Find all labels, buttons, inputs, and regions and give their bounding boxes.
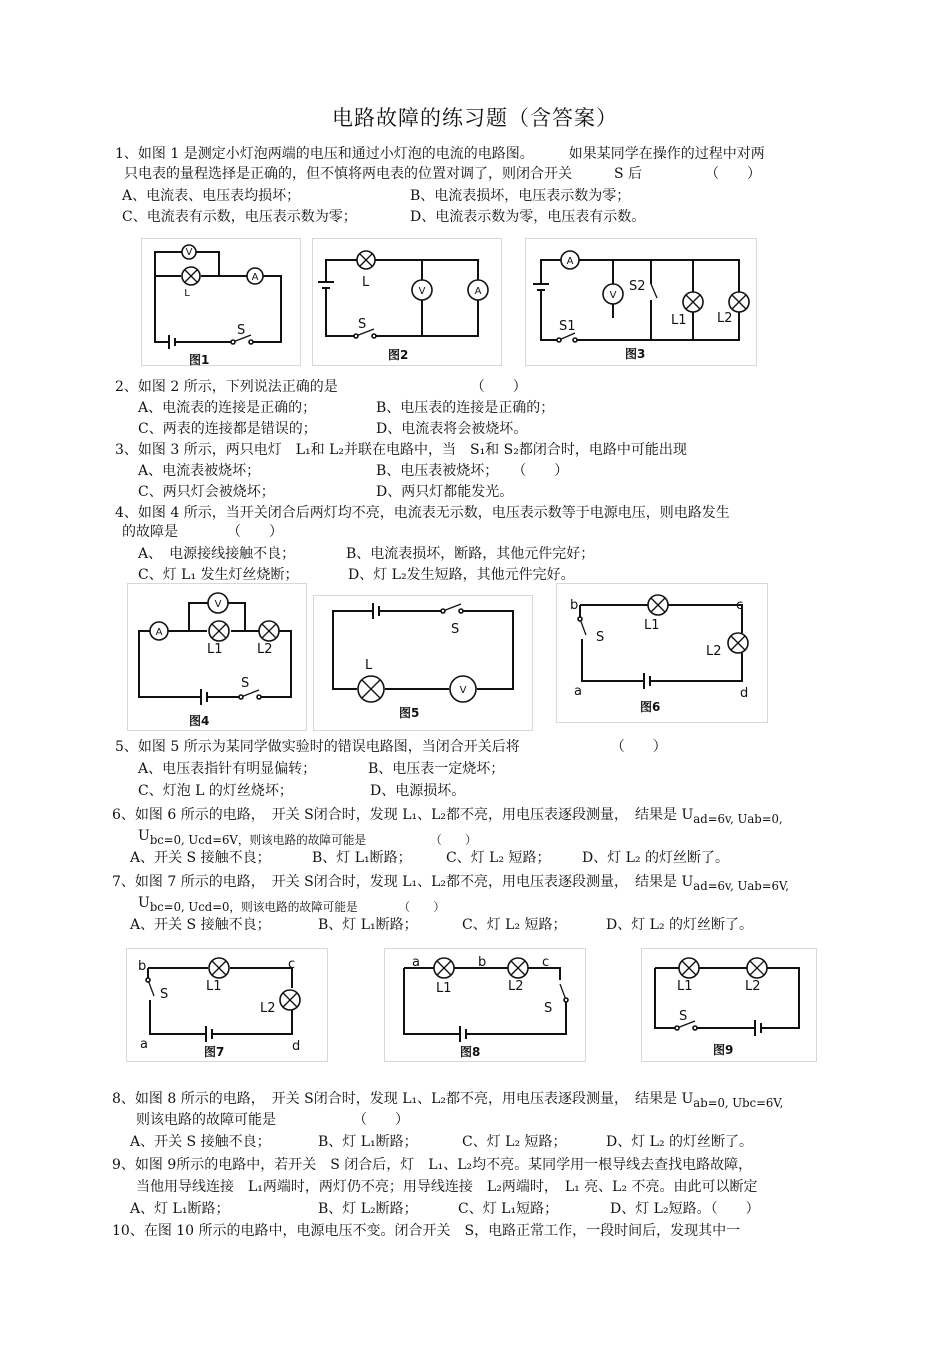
q2-option-b: B、电压表的连接是正确的；	[376, 400, 555, 416]
q7-option-c: C、灯 L₂ 短路；	[462, 917, 567, 933]
q3-line-1: 3、如图 3 所示，两只电灯 L₁和 L₂并联在电路中，当 S₁和 S₂都闭合时，电路中可能出现	[115, 442, 687, 458]
fig4-voltmeter-label: V	[214, 599, 222, 610]
fig7-node-b: b	[138, 959, 147, 974]
fig2-caption: 图2	[388, 348, 409, 362]
q5-option-a: A、电压表指针有明显偏转；	[138, 761, 317, 777]
fig4-l2-label: L2	[257, 642, 273, 657]
q4-option-a: A、 电源接线接触不良；	[138, 546, 296, 562]
q8-option-d: D、灯 L₂ 的灯丝断了。	[606, 1134, 754, 1150]
figure-4	[127, 583, 307, 731]
fig4-ammeter-label: A	[155, 627, 163, 638]
fig2-switch-label: S	[358, 317, 367, 332]
fig3-s1-label: S1	[559, 319, 576, 334]
fig7-l2-label: L2	[260, 1001, 276, 1016]
q2-option-a: A、电流表的连接是正确的；	[138, 400, 317, 416]
q8-option-c: C、灯 L₂ 短路；	[462, 1134, 567, 1150]
q10-line-1: 10、在图 10 所示的电路中，电源电压不变。闭合开关 S，电路正常工作，一段时间后，发现其中一	[112, 1223, 741, 1239]
q6-option-d: D、灯 L₂ 的灯丝断了。	[582, 850, 730, 866]
q4-option-c: C、灯 L₁ 发生灯丝烧断；	[138, 567, 299, 583]
q7-line-1: 7、如图 7 所示的电路， 开关 S闭合时，发现 L₁、L₂都不亮，用电压表逐段测量， 结果是 $U_{ad=6v, Uab=6V,}$	[112, 874, 789, 893]
q8-option-b: B、灯 L₁断路；	[318, 1134, 418, 1150]
q6-option-c: C、灯 L₂ 短路；	[446, 850, 551, 866]
q4-line-2: 的故障是 （ ）	[122, 524, 283, 540]
fig3-s2-label: S2	[629, 279, 646, 294]
fig1-ammeter-label: A	[251, 272, 259, 283]
page-title: 电路故障的练习题（含答案）	[332, 106, 618, 130]
q7-option-a: A、开关 S 接触不良；	[130, 917, 271, 933]
fig8-node-a: a	[412, 955, 420, 970]
figure-9	[641, 948, 817, 1062]
figure-1	[141, 238, 301, 366]
q6-line-2: $U_{bc=0, Ucd=6V,则该电路的故障可能是 ( )}$	[138, 828, 477, 847]
fig4-switch-label: S	[241, 676, 250, 691]
q8-line-2: 则该电路的故障可能是 （ ）	[136, 1112, 409, 1128]
fig7-switch-label: S	[160, 987, 169, 1002]
figure-8	[384, 948, 586, 1062]
q2-option-d: D、电流表将会被烧坏。	[376, 421, 528, 437]
fig4-caption: 图4	[189, 714, 210, 728]
q1-option-b: B、电流表损坏，电压表示数为零；	[410, 188, 631, 204]
fig6-caption: 图6	[640, 700, 661, 714]
q6-line-1: 6、如图 6 所示的电路， 开关 S闭合时，发现 L₁、L₂都不亮，用电压表逐段测量， 结果是 $U_{ad=6v, Uab=0,}$	[112, 807, 783, 826]
q5-option-b: B、电压表一定烧坏；	[368, 761, 505, 777]
figure-7	[126, 948, 328, 1062]
fig5-caption: 图5	[399, 706, 420, 720]
fig2-lamp-label: L	[362, 275, 370, 290]
fig8-l2-label: L2	[508, 979, 524, 994]
fig9-caption: 图9	[713, 1043, 734, 1057]
q3-option-a: A、电流表被烧坏；	[138, 463, 261, 479]
fig7-l1-label: L1	[206, 979, 222, 994]
figure-6	[556, 583, 768, 723]
fig8-node-b: b	[478, 955, 487, 970]
q1-line-2: 只电表的量程选择是正确的，但不慎将两电表的位置对调了，则闭合开关 S 后 （ ）	[124, 166, 762, 182]
fig3-l1-label: L1	[671, 313, 687, 328]
fig5-switch-label: S	[451, 622, 460, 637]
figure-2	[312, 238, 502, 366]
q5-option-c: C、灯泡 L 的灯丝烧坏；	[138, 783, 293, 799]
q6-option-b: B、灯 L₁断路；	[312, 850, 412, 866]
fig6-l2-label: L2	[706, 644, 722, 659]
q4-line-1: 4、如图 4 所示，当开关闭合后两灯均不亮，电流表无示数，电压表示数等于电源电压，则电路发生	[115, 505, 730, 521]
q1-line-1: 1、如图 1 是测定小灯泡两端的电压和通过小灯泡的电流的电路图。 如果某同学在操作的过程中对两	[115, 146, 765, 162]
q5-line-1: 5、如图 5 所示为某同学做实验时的错误电路图，当闭合开关后将 （ ）	[115, 739, 667, 755]
fig2-voltmeter-label: V	[418, 286, 426, 297]
fig8-node-c: c	[542, 955, 550, 970]
q4-option-b: B、电流表损坏，断路，其他元件完好；	[346, 546, 595, 562]
q6-option-a: A、开关 S 接触不良；	[130, 850, 271, 866]
fig8-l1-label: L1	[436, 981, 452, 996]
fig3-ammeter-label: A	[566, 256, 574, 267]
fig3-caption: 图3	[625, 347, 646, 361]
fig3-voltmeter-label: V	[609, 290, 617, 301]
fig6-l1-label: L1	[644, 618, 660, 633]
q1-option-a: A、电流表、电压表均损坏；	[122, 188, 301, 204]
fig3-l2-label: L2	[717, 311, 733, 326]
fig7-node-c: c	[288, 957, 296, 972]
q9-line-2: 当他用导线连接 L₁两端时，两灯仍不亮；用导线连接 L₂两端时， L₁ 亮、L₂ 不亮。由此可以断定	[136, 1179, 758, 1195]
fig1-lamp-label: L	[184, 288, 190, 299]
fig6-node-d: d	[740, 686, 749, 701]
q8-line-1: 8、如图 8 所示的电路， 开关 S闭合时，发现 L₁、L₂都不亮，用电压表逐段测量， 结果是 $U_{ab=0, Ubc=6V,}$	[112, 1091, 784, 1110]
q8-option-a: A、开关 S 接触不良；	[130, 1134, 271, 1150]
q7-option-b: B、灯 L₁断路；	[318, 917, 418, 933]
fig9-switch-label: S	[679, 1009, 688, 1024]
fig7-caption: 图7	[204, 1045, 225, 1059]
fig4-l1-label: L1	[207, 642, 223, 657]
q4-option-d: D、灯 L₂发生短路，其他元件完好。	[348, 567, 575, 583]
fig5-lamp-label: L	[365, 658, 373, 673]
fig6-switch-label: S	[596, 630, 605, 645]
q9-option-a: A、灯 L₁断路；	[130, 1201, 230, 1217]
q3-option-b: B、电压表被烧坏； （ ）	[376, 463, 569, 479]
fig7-node-a: a	[140, 1037, 148, 1052]
q1-option-c: C、电流表有示数，电压表示数为零；	[122, 209, 357, 225]
fig8-caption: 图8	[460, 1045, 481, 1059]
fig7-node-d: d	[292, 1039, 301, 1054]
q9-option-d: D、灯 L₂短路。（ ）	[610, 1201, 760, 1217]
fig5-voltmeter-label: V	[459, 685, 467, 696]
fig6-node-b: b	[570, 598, 579, 613]
q3-option-d: D、两只灯都能发光。	[376, 484, 514, 500]
fig1-voltmeter-label: V	[185, 247, 193, 258]
figure-5	[313, 595, 533, 731]
q2-option-c: C、两表的连接都是错误的；	[138, 421, 317, 437]
q9-line-1: 9、如图 9所示的电路中，若开关 S 闭合后，灯 L₁、L₂均不亮。某同学用一根导线去查找电路故障，	[112, 1157, 753, 1173]
fig8-switch-label: S	[544, 1001, 553, 1016]
fig2-ammeter-label: A	[474, 286, 482, 297]
fig9-l1-label: L1	[677, 979, 693, 994]
figure-3	[525, 238, 757, 366]
fig6-node-c: c	[736, 598, 744, 613]
q9-option-c: C、灯 L₁短路；	[458, 1201, 559, 1217]
fig1-caption: 图1	[189, 353, 210, 366]
fig6-node-a: a	[574, 684, 582, 699]
q7-line-2: $U_{bc=0, Ucd=0,则该电路的故障可能是 ( )}$	[138, 895, 446, 914]
fig9-l2-label: L2	[745, 979, 761, 994]
q1-option-d: D、电流表示数为零，电压表有示数。	[410, 209, 646, 225]
q7-option-d: D、灯 L₂ 的灯丝断了。	[606, 917, 754, 933]
q3-option-c: C、两只灯会被烧坏；	[138, 484, 275, 500]
q2-line-1: 2、如图 2 所示，下列说法正确的是 （ ）	[115, 379, 527, 395]
q9-option-b: B、灯 L₂断路；	[318, 1201, 418, 1217]
fig1-switch-label: S	[237, 323, 246, 338]
q5-option-d: D、电源损坏。	[370, 783, 466, 799]
